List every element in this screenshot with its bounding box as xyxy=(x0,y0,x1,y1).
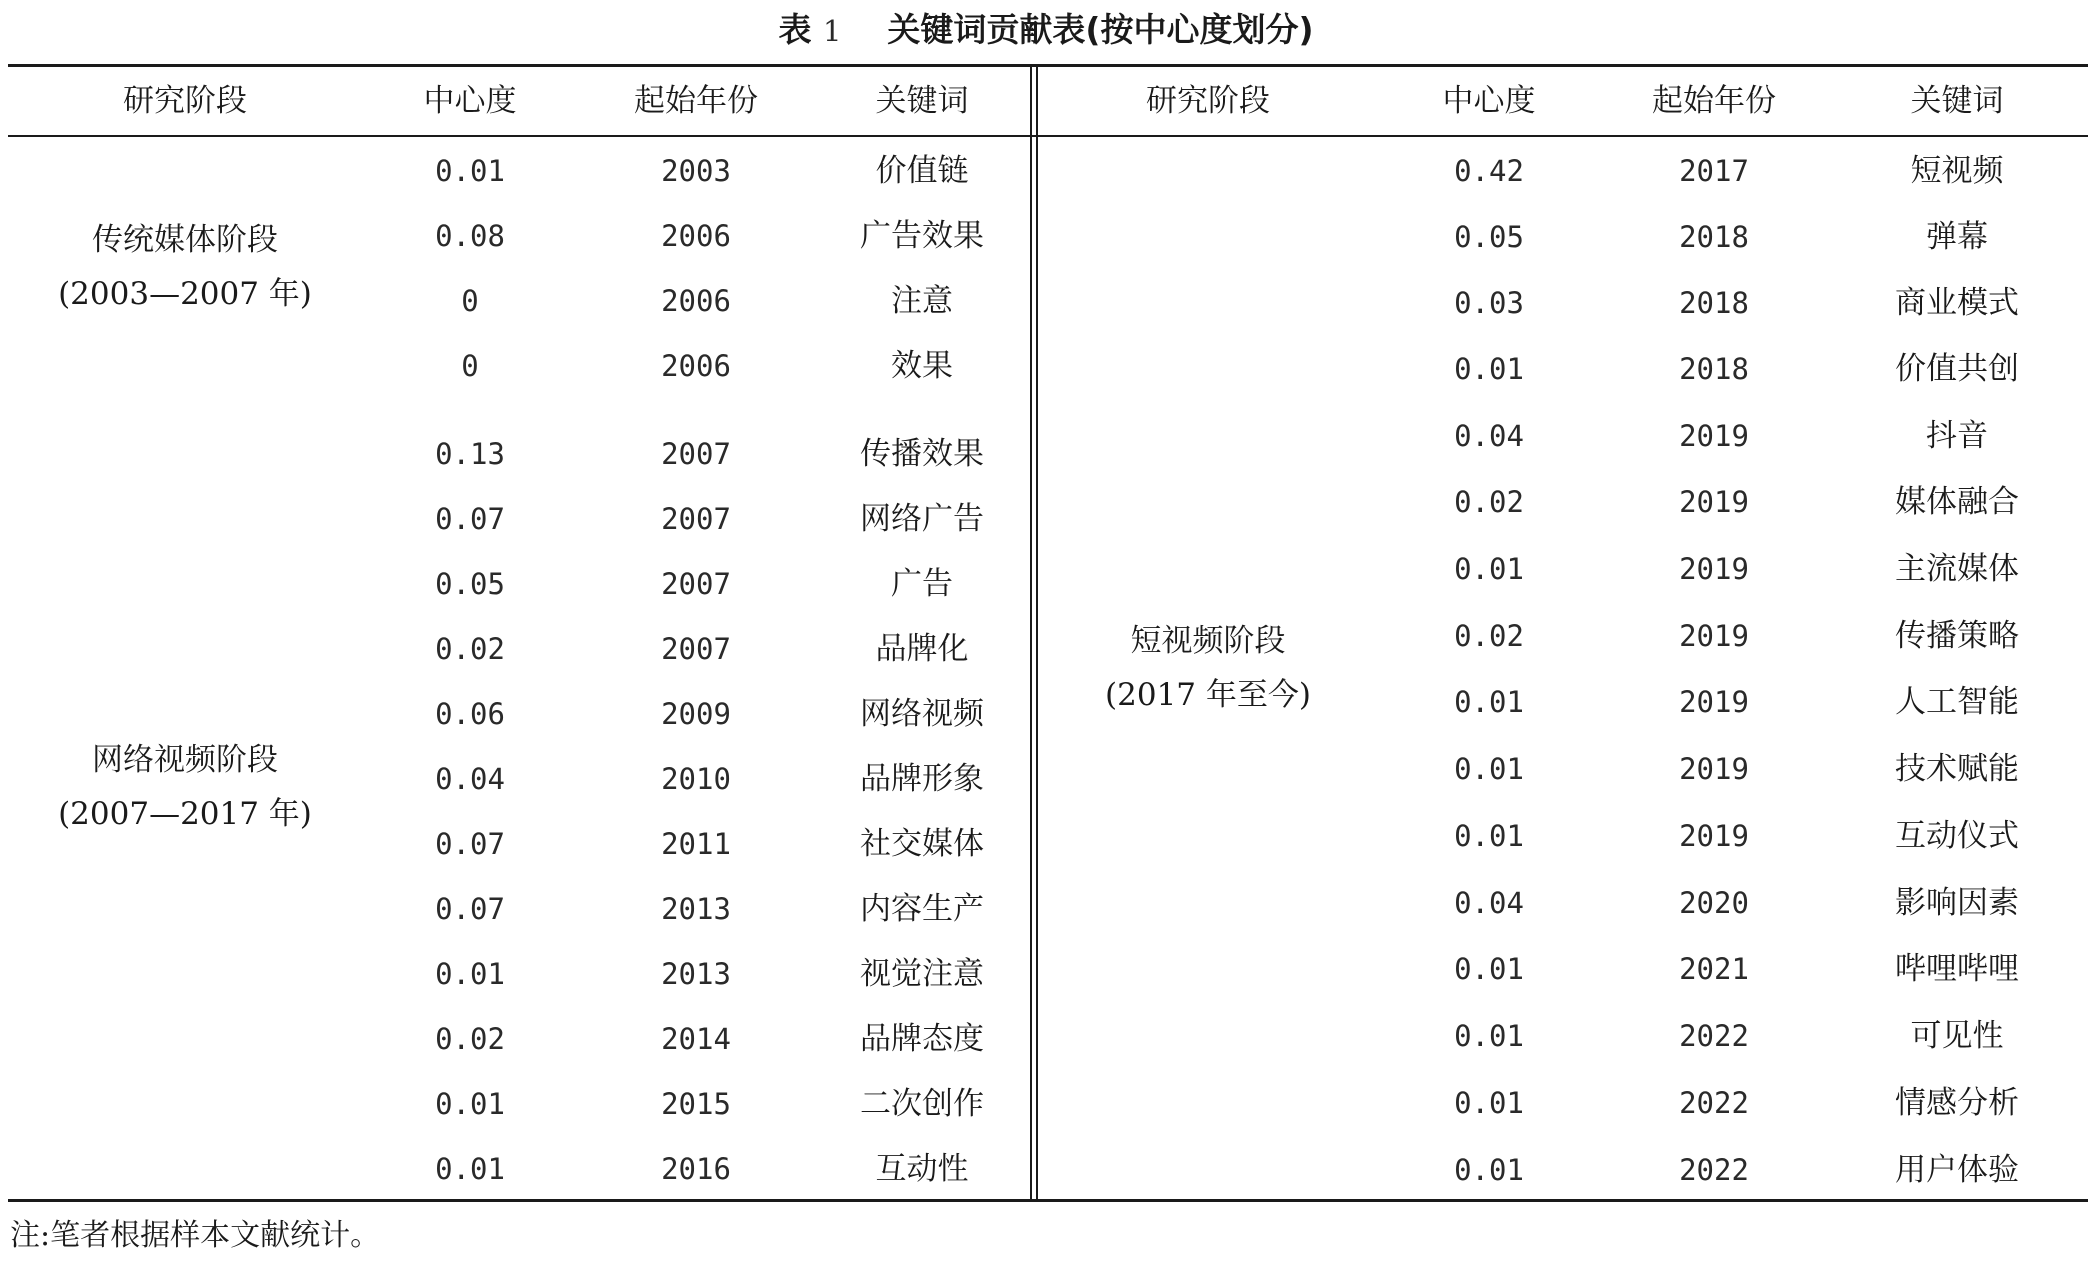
right-row-16-centrality: 0.01 xyxy=(1454,1153,1524,1187)
right-row-4-keyword: 价值共创 xyxy=(1895,351,2019,387)
left-row-8-centrality: 0.02 xyxy=(435,632,505,666)
divider-line-1 xyxy=(1030,64,1032,1202)
right-row-12-keyword: 影响因素 xyxy=(1895,885,2019,921)
right-row-14-keyword: 可见性 xyxy=(1910,1018,2004,1054)
right-row-11-year: 2019 xyxy=(1679,819,1749,853)
left-row-5-centrality: 0.13 xyxy=(435,437,505,471)
left-row-11-centrality: 0.07 xyxy=(435,827,505,861)
right-row-4-centrality: 0.01 xyxy=(1454,352,1524,386)
right-row-8-year: 2019 xyxy=(1679,619,1749,653)
left-row-4-year: 2006 xyxy=(661,349,731,383)
left-row-1-centrality: 0.01 xyxy=(435,154,505,188)
table-note: 注:笔者根据样本文献统计。 xyxy=(10,1218,381,1253)
left-row-3-keyword: 注意 xyxy=(891,283,953,319)
stage-name: 传统媒体阶段 xyxy=(92,222,278,258)
right-row-10-keyword: 技术赋能 xyxy=(1895,751,2019,787)
stage-short-video xyxy=(1058,614,1358,722)
right-row-13-keyword: 哔哩哔哩 xyxy=(1895,951,2019,987)
left-row-7-year: 2007 xyxy=(661,567,731,601)
header-year-left: 起始年份 xyxy=(634,83,758,119)
left-row-7-centrality: 0.05 xyxy=(435,567,505,601)
table-title xyxy=(0,4,2092,56)
header-centrality-left: 中心度 xyxy=(423,83,517,119)
right-row-16-keyword: 用户体验 xyxy=(1895,1152,2019,1188)
table-title-text: 关键词贡献表(按中心度划分) xyxy=(887,10,1314,49)
right-row-6-centrality: 0.02 xyxy=(1454,485,1524,519)
right-row-3-centrality: 0.03 xyxy=(1454,286,1524,320)
stage-traditional-media xyxy=(35,213,335,321)
right-row-15-year: 2022 xyxy=(1679,1086,1749,1120)
right-row-14-year: 2022 xyxy=(1679,1019,1749,1053)
left-row-9-keyword: 网络视频 xyxy=(860,696,984,732)
left-row-3-year: 2006 xyxy=(661,284,731,318)
bottom-rule xyxy=(8,1199,2088,1202)
right-row-1-keyword: 短视频 xyxy=(1910,153,2004,189)
stage-range: (2017 年至今) xyxy=(1105,677,1311,713)
right-row-8-keyword: 传播策略 xyxy=(1895,618,2019,654)
left-row-16-year: 2016 xyxy=(661,1152,731,1186)
right-row-3-keyword: 商业模式 xyxy=(1895,285,2019,321)
left-row-10-keyword: 品牌形象 xyxy=(860,761,984,797)
left-row-12-keyword: 内容生产 xyxy=(860,891,984,927)
left-row-14-centrality: 0.02 xyxy=(435,1022,505,1056)
left-row-15-year: 2015 xyxy=(661,1087,731,1121)
left-row-2-keyword: 广告效果 xyxy=(860,218,984,254)
right-row-15-centrality: 0.01 xyxy=(1454,1086,1524,1120)
right-row-12-year: 2020 xyxy=(1679,886,1749,920)
left-row-16-centrality: 0.01 xyxy=(435,1152,505,1186)
right-row-7-year: 2019 xyxy=(1679,552,1749,586)
right-row-8-centrality: 0.02 xyxy=(1454,619,1524,653)
left-row-1-keyword: 价值链 xyxy=(875,153,969,189)
right-row-9-centrality: 0.01 xyxy=(1454,685,1524,719)
left-row-7-keyword: 广告 xyxy=(891,566,953,602)
left-row-13-keyword: 视觉注意 xyxy=(860,956,984,992)
left-row-2-year: 2006 xyxy=(661,219,731,253)
right-row-7-keyword: 主流媒体 xyxy=(1895,551,2019,587)
left-row-12-year: 2013 xyxy=(661,892,731,926)
right-row-10-year: 2019 xyxy=(1679,752,1749,786)
left-row-4-centrality: 0 xyxy=(461,349,479,383)
right-row-14-centrality: 0.01 xyxy=(1454,1019,1524,1053)
right-row-11-keyword: 互动仪式 xyxy=(1895,818,2019,854)
right-row-6-keyword: 媒体融合 xyxy=(1895,484,2019,520)
left-row-6-year: 2007 xyxy=(661,502,731,536)
left-row-5-year: 2007 xyxy=(661,437,731,471)
left-row-14-keyword: 品牌态度 xyxy=(860,1021,984,1057)
left-row-16-keyword: 互动性 xyxy=(875,1151,969,1187)
left-row-3-centrality: 0 xyxy=(461,284,479,318)
right-row-9-keyword: 人工智能 xyxy=(1895,684,2019,720)
left-row-4-keyword: 效果 xyxy=(891,348,953,384)
left-row-13-year: 2013 xyxy=(661,957,731,991)
left-row-1-year: 2003 xyxy=(661,154,731,188)
right-row-2-centrality: 0.05 xyxy=(1454,220,1524,254)
header-stage-right: 研究阶段 xyxy=(1146,83,1270,119)
left-row-9-year: 2009 xyxy=(661,697,731,731)
left-row-6-centrality: 0.07 xyxy=(435,502,505,536)
left-row-2-centrality: 0.08 xyxy=(435,219,505,253)
right-row-12-centrality: 0.04 xyxy=(1454,886,1524,920)
left-row-8-year: 2007 xyxy=(661,632,731,666)
left-row-5-keyword: 传播效果 xyxy=(860,436,984,472)
left-row-11-year: 2011 xyxy=(661,827,731,861)
table-title-prefix: 表 xyxy=(778,10,812,49)
left-row-10-centrality: 0.04 xyxy=(435,762,505,796)
right-row-1-year: 2017 xyxy=(1679,154,1749,188)
right-row-9-year: 2019 xyxy=(1679,685,1749,719)
right-row-2-year: 2018 xyxy=(1679,220,1749,254)
right-row-6-year: 2019 xyxy=(1679,485,1749,519)
right-row-11-centrality: 0.01 xyxy=(1454,819,1524,853)
table-title-number: 1 xyxy=(822,14,842,48)
right-row-4-year: 2018 xyxy=(1679,352,1749,386)
right-row-13-centrality: 0.01 xyxy=(1454,952,1524,986)
right-row-2-keyword: 弹幕 xyxy=(1926,219,1988,255)
left-row-8-keyword: 品牌化 xyxy=(875,631,969,667)
left-row-15-keyword: 二次创作 xyxy=(860,1086,984,1122)
left-row-10-year: 2010 xyxy=(661,762,731,796)
right-row-1-centrality: 0.42 xyxy=(1454,154,1524,188)
left-row-12-centrality: 0.07 xyxy=(435,892,505,926)
stage-online-video xyxy=(35,733,335,841)
right-row-3-year: 2018 xyxy=(1679,286,1749,320)
left-row-6-keyword: 网络广告 xyxy=(860,501,984,537)
left-row-11-keyword: 社交媒体 xyxy=(860,826,984,862)
right-row-10-centrality: 0.01 xyxy=(1454,752,1524,786)
header-keyword-right: 关键词 xyxy=(1910,83,2004,119)
right-row-5-centrality: 0.04 xyxy=(1454,419,1524,453)
right-row-5-year: 2019 xyxy=(1679,419,1749,453)
stage-name: 短视频阶段 xyxy=(1130,623,1286,659)
right-row-5-keyword: 抖音 xyxy=(1926,418,1988,454)
left-row-9-centrality: 0.06 xyxy=(435,697,505,731)
right-row-15-keyword: 情感分析 xyxy=(1895,1085,2019,1121)
header-year-right: 起始年份 xyxy=(1652,83,1776,119)
left-row-13-centrality: 0.01 xyxy=(435,957,505,991)
divider-line-2 xyxy=(1036,64,1038,1202)
left-row-14-year: 2014 xyxy=(661,1022,731,1056)
left-row-15-centrality: 0.01 xyxy=(435,1087,505,1121)
header-keyword-left: 关键词 xyxy=(875,83,969,119)
right-row-13-year: 2021 xyxy=(1679,952,1749,986)
right-row-7-centrality: 0.01 xyxy=(1454,552,1524,586)
stage-range: (2003—2007 年) xyxy=(58,276,312,312)
right-row-16-year: 2022 xyxy=(1679,1153,1749,1187)
stage-name: 网络视频阶段 xyxy=(92,742,278,778)
header-centrality-right: 中心度 xyxy=(1442,83,1536,119)
stage-range: (2007—2017 年) xyxy=(58,796,312,832)
header-stage-left: 研究阶段 xyxy=(123,83,247,119)
